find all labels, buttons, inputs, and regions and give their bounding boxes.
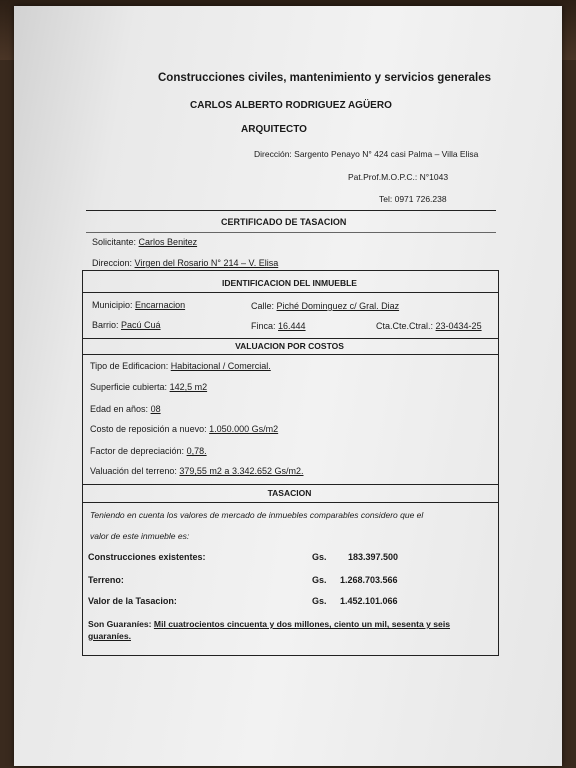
superficie-field <box>90 382 207 392</box>
identification-heading: IDENTIFICACION DEL INMUEBLE <box>222 278 357 288</box>
municipio-label: Municipio: <box>92 300 133 310</box>
address-label: Direccion: <box>92 258 133 268</box>
tasacion-divider <box>82 502 499 503</box>
amount-in-words-label: Son Guaraníes: <box>88 619 152 629</box>
architect-name: CARLOS ALBERTO RODRIGUEZ AGÜERO <box>190 100 392 111</box>
terreno-valuation-field <box>90 466 304 476</box>
cta-field <box>376 321 482 331</box>
certificate-title: CERTIFICADO DE TASACION <box>221 217 347 227</box>
factor-field <box>90 446 207 456</box>
valuation-heading: VALUACION POR COSTOS <box>235 341 344 351</box>
requester-label: Solicitante: <box>92 237 137 247</box>
professional-registration: Pat.Prof.M.O.P.C.: N°1043 <box>348 172 449 182</box>
amount-in-words-line-1 <box>88 619 450 629</box>
amount-in-words-line-2: guaraníes. <box>88 631 131 641</box>
terreno-currency: Gs. <box>312 575 327 585</box>
address-line <box>92 258 278 268</box>
finca-field <box>251 321 306 331</box>
tipo-label: Tipo de Edificacion: <box>90 361 169 371</box>
valuation-divider <box>82 354 499 355</box>
edad-field <box>90 404 161 414</box>
requester-line <box>92 237 197 247</box>
barrio-value: Pacú Cuá <box>121 320 161 330</box>
terreno-amount: 1.268.703.566 <box>340 575 398 585</box>
tipo-field <box>90 361 271 371</box>
tipo-value: Habitacional / Comercial. <box>170 361 271 371</box>
identification-divider <box>82 292 499 293</box>
tasacion-intro-line-2: valor de este inmueble es: <box>90 531 190 541</box>
tasacion-top-divider <box>82 484 499 485</box>
address-value: Virgen del Rosario N° 214 – V. Elisa <box>134 258 279 268</box>
construcciones-label: Construcciones existentes: <box>88 552 206 562</box>
company-tagline: Construcciones civiles, mantenimiento y servicios generales <box>158 72 491 84</box>
valuation-top-divider <box>82 338 499 339</box>
calle-label: Calle: <box>251 301 275 311</box>
terreno-valuation-value: 379,55 m2 a 3.342.652 Gs/m2. <box>179 466 304 476</box>
title-divider <box>86 232 496 233</box>
cta-value: 23-0434-25 <box>435 321 482 331</box>
superficie-value: 142,5 m2 <box>169 382 208 392</box>
barrio-label: Barrio: <box>92 320 119 330</box>
valor-tasacion-label: Valor de la Tasacion: <box>88 596 177 606</box>
costo-field <box>90 424 278 434</box>
terreno-valuation-label: Valuación del terreno: <box>90 466 177 476</box>
valor-tasacion-currency: Gs. <box>312 596 327 606</box>
requester-value: Carlos Benitez <box>138 237 198 247</box>
factor-value: 0,78. <box>186 446 207 456</box>
finca-value: 16.444 <box>278 321 306 331</box>
factor-label: Factor de depreciación: <box>90 446 185 456</box>
tasacion-intro-line-1: Teniendo en cuenta los valores de mercado de inmuebles comparables considero que el <box>90 510 424 520</box>
terreno-label: Terreno: <box>88 575 124 585</box>
finca-label: Finca: <box>251 321 276 331</box>
header-divider <box>86 210 496 211</box>
calle-field <box>251 301 399 311</box>
amount-in-words-value: Mil cuatrocientos cincuenta y dos millones, ciento un mil, sesenta y seis <box>153 619 451 629</box>
office-address: Dirección: Sargento Penayo N° 424 casi Palma – Villa Elisa <box>254 149 479 159</box>
superficie-label: Superficie cubierta: <box>90 382 168 392</box>
construcciones-currency: Gs. <box>312 552 327 562</box>
architect-title: ARQUITECTO <box>241 124 307 135</box>
construcciones-amount: 183.397.500 <box>348 552 399 562</box>
costo-label: Costo de reposición a nuevo: <box>90 424 207 434</box>
costo-value: 1.050.000 Gs/m2 <box>209 424 279 434</box>
edad-label: Edad en años: <box>90 404 149 414</box>
barrio-field <box>92 320 161 330</box>
valor-tasacion-amount: 1.452.101.066 <box>340 596 398 606</box>
edad-value: 08 <box>150 404 161 414</box>
calle-value: Piché Dominguez c/ Gral. Diaz <box>276 301 400 311</box>
certificate-paper <box>14 6 562 766</box>
tasacion-heading: TASACION <box>267 488 312 498</box>
cta-label: Cta.Cte.Ctral.: <box>376 321 434 331</box>
municipio-field <box>92 300 185 310</box>
phone-number: Tel: 0971 726.238 <box>379 194 447 204</box>
municipio-value: Encarnacion <box>135 300 186 310</box>
